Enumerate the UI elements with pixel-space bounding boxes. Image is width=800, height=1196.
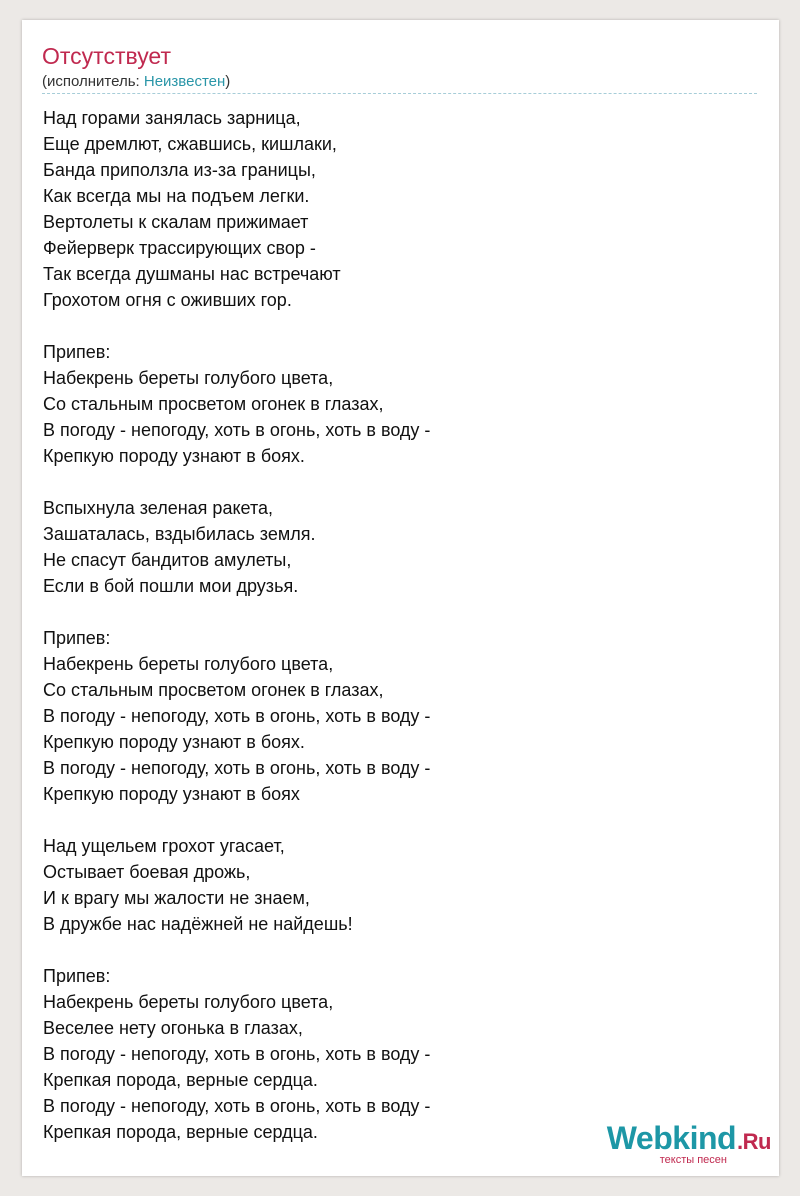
song-title: Отсутствует xyxy=(42,43,171,69)
lyric-line: Остывает боевая дрожь, xyxy=(43,862,251,882)
lyric-line: Крепкая порода, верные сердца. xyxy=(43,1070,318,1090)
lyric-line: Набекрень береты голубого цвета, xyxy=(43,654,334,674)
lyric-line: В дружбе нас надёжней не найдешь! xyxy=(43,914,353,934)
lyric-line: Так всегда душманы нас встречают xyxy=(43,264,341,284)
lyric-line: Вертолеты к скалам прижимает xyxy=(43,212,309,232)
logo-tagline: тексты песен xyxy=(659,1154,727,1166)
artist-prefix: (исполнитель: xyxy=(42,73,144,90)
lyric-line: Веселее нету огонька в глазах, xyxy=(43,1018,303,1038)
lyric-line xyxy=(43,807,763,833)
lyric-line: Грохотом огня с оживших гор. xyxy=(43,290,292,310)
lyric-line: Припев: xyxy=(43,966,111,986)
lyric-line: Еще дремлют, сжавшись, кишлаки, xyxy=(43,134,337,154)
lyrics-card xyxy=(22,20,779,1176)
lyric-line: Вспыхнула зеленая ракета, xyxy=(43,498,273,518)
lyric-line: Припев: xyxy=(43,628,111,648)
lyric-line: Если в бой пошли мои друзья. xyxy=(43,576,299,596)
lyric-line: В погоду - непогоду, хоть в огонь, хоть в воду - xyxy=(43,420,431,440)
lyric-line xyxy=(43,599,763,625)
dashed-divider xyxy=(42,93,757,94)
lyric-line: В погоду - непогоду, хоть в огонь, хоть в воду - xyxy=(43,706,431,726)
lyric-line: Со стальным просветом огонек в глазах, xyxy=(43,394,384,414)
lyric-line xyxy=(43,937,763,963)
lyric-line: Зашаталась, вздыбилась земля. xyxy=(43,524,316,544)
lyric-line: Со стальным просветом огонек в глазах, xyxy=(43,680,384,700)
lyric-line: Набекрень береты голубого цвета, xyxy=(43,368,334,388)
lyric-line: Не спасут бандитов амулеты, xyxy=(43,550,292,570)
lyrics-text xyxy=(43,105,763,1145)
logo-tld: .Ru xyxy=(737,1129,771,1154)
lyric-line: Над горами занялась зарница, xyxy=(43,108,301,128)
lyric-line: Банда приползла из-за границы, xyxy=(43,160,316,180)
lyric-line: В погоду - непогоду, хоть в огонь, хоть в воду - xyxy=(43,758,431,778)
webkind-logo[interactable] xyxy=(571,1120,771,1168)
artist-line xyxy=(42,72,230,92)
artist-link[interactable]: Неизвестен xyxy=(143,73,226,90)
lyric-line: Над ущельем грохот угасает, xyxy=(43,836,285,856)
lyric-line xyxy=(43,313,763,339)
lyric-line: В погоду - непогоду, хоть в огонь, хоть в воду - xyxy=(43,1044,431,1064)
lyric-line: Набекрень береты голубого цвета, xyxy=(43,992,334,1012)
lyric-line: Крепкую породу узнают в боях xyxy=(43,784,300,804)
lyric-line: И к врагу мы жалости не знаем, xyxy=(43,888,310,908)
artist-suffix: ) xyxy=(225,73,231,90)
lyric-line: Фейерверк трассирующих свор - xyxy=(43,238,316,258)
lyric-line: Как всегда мы на подъем легки. xyxy=(43,186,310,206)
lyric-line: Припев: xyxy=(43,342,111,362)
lyric-line xyxy=(43,469,763,495)
logo-main-text: Webkind xyxy=(606,1120,737,1156)
lyric-line: Крепкую породу узнают в боях. xyxy=(43,732,305,752)
lyric-line: Крепкая порода, верные сердца. xyxy=(43,1122,318,1142)
lyric-line: В погоду - непогоду, хоть в огонь, хоть в воду - xyxy=(43,1096,431,1116)
lyric-line: Крепкую породу узнают в боях. xyxy=(43,446,305,466)
